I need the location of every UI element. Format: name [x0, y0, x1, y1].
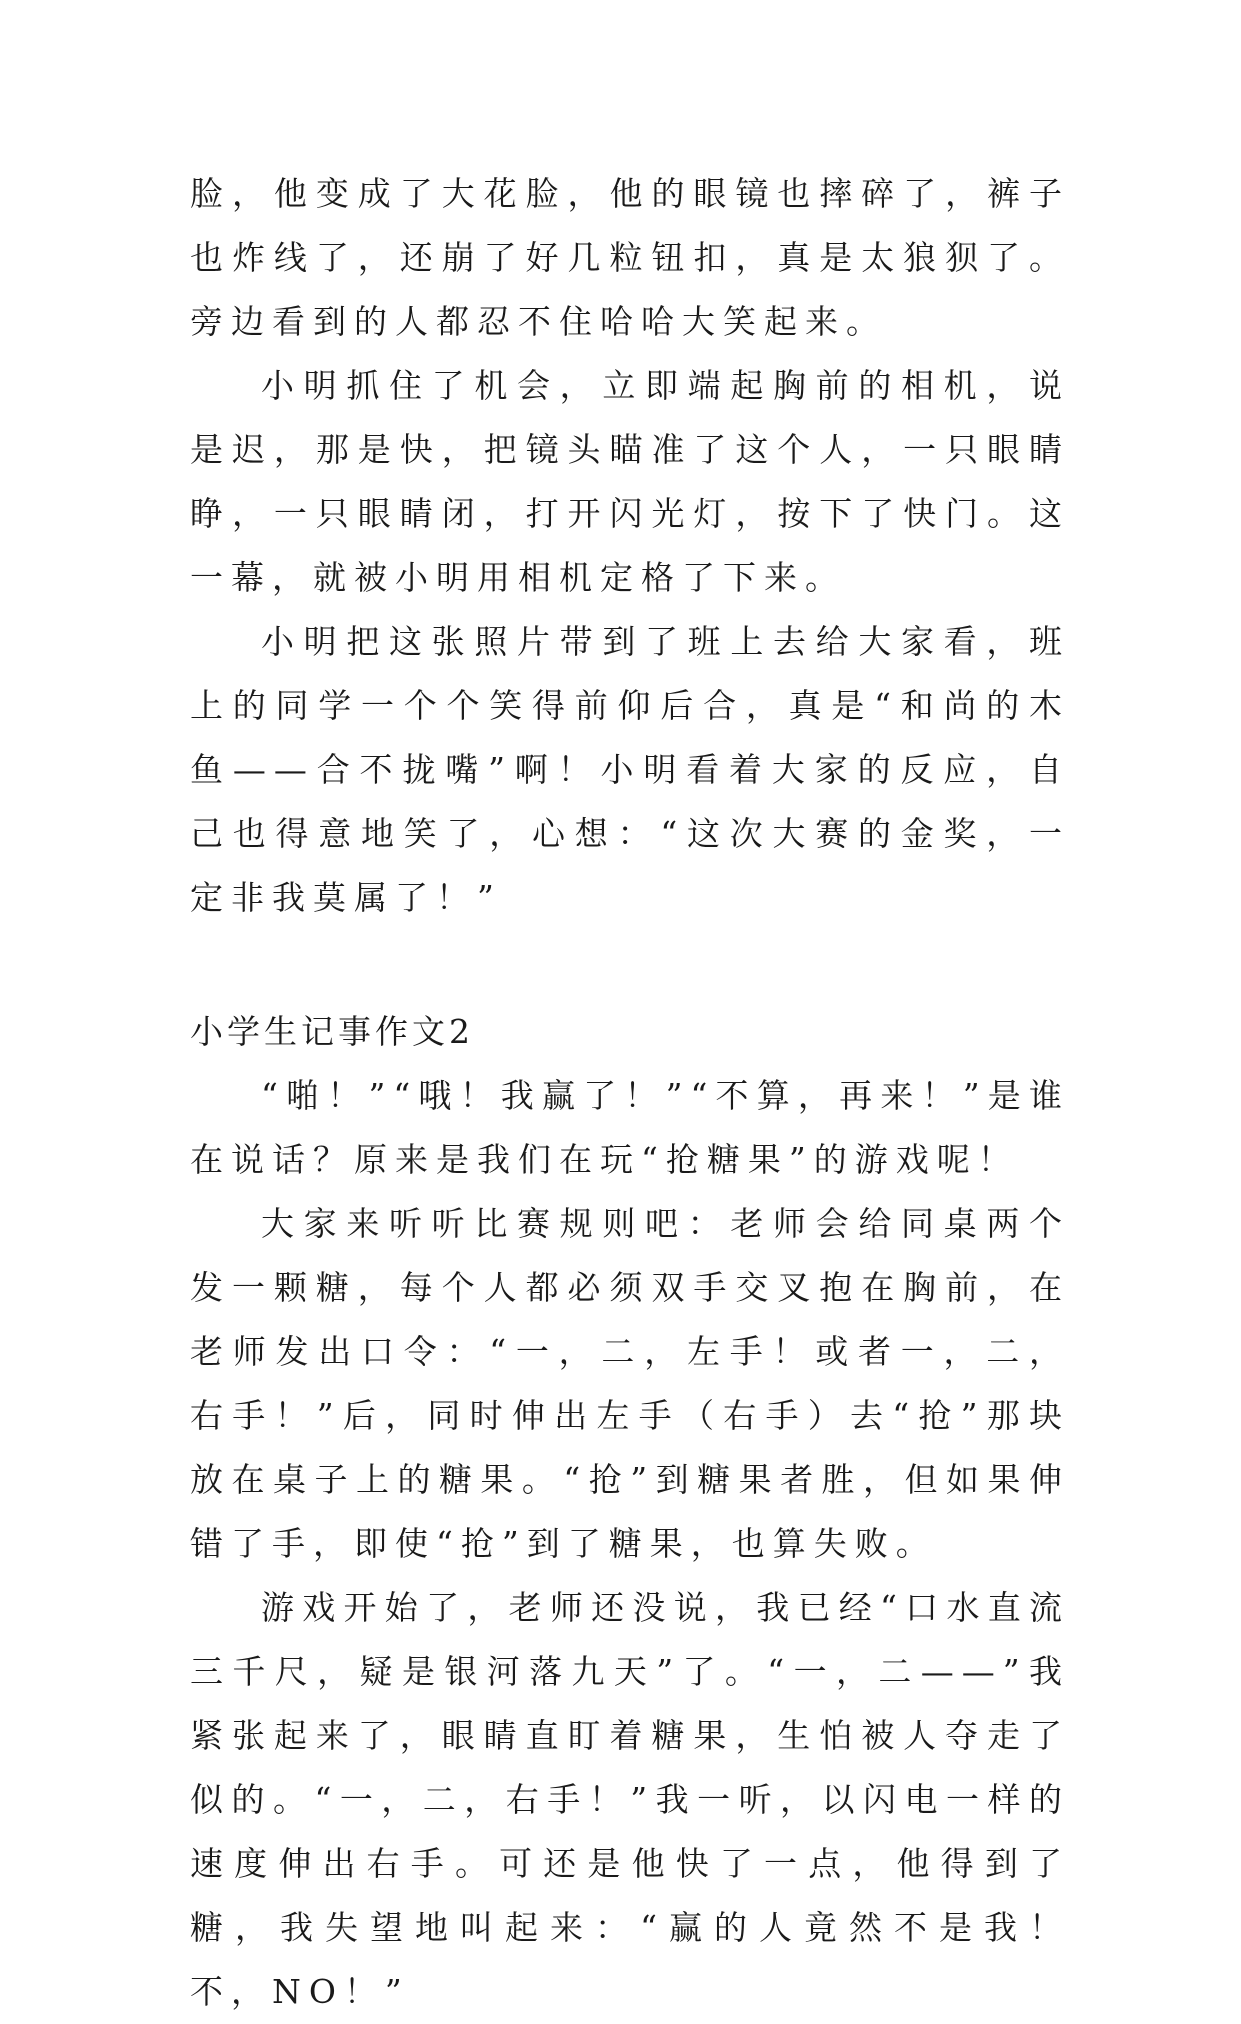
paragraph: 游戏开始了，老师还没说，我已经“口水直流三千尺，疑是银河落九天”了。“一，二——”我紧张起来了，眼睛直盯着糖果，生怕被人夺走了似的。“一，二，右手！”我一听，以闪电一样的速度伸出右手。可还是他快了一点，他得到了糖，我失望地叫起来：“赢的人竟然不是我！不，NO！” [190, 1588, 1070, 2011]
paragraph: 小明抓住了机会，立即端起胸前的相机，说是迟，那是快，把镜头瞄准了这个人，一只眼睛睁，一只眼睛闭，打开闪光灯，按下了快门。这一幕，就被小明用相机定格了下来。 [190, 366, 1070, 597]
paragraph: 脸，他变成了大花脸，他的眼镜也摔碎了，裤子也炸线了，还崩了好几粒钮扣，真是太狼狈了。旁边看到的人都忍不住哈哈大笑起来。 [190, 174, 1070, 341]
section-heading: 小学生记事作文2 [190, 1012, 474, 1051]
paragraph: 大家来听听比赛规则吧：老师会给同桌两个发一颗糖，每个人都必须双手交叉抱在胸前，在老师发出口令：“一，二，左手！或者一，二，右手！”后，同时伸出左手（右手）去“抢”那块放在桌子上的糖果。“抢”到糖果者胜，但如果伸错了手，即使“抢”到了糖果，也算失败。 [190, 1204, 1070, 1563]
paragraph: 小明把这张照片带到了班上去给大家看，班上的同学一个个笑得前仰后合，真是“和尚的木鱼——合不拢嘴”啊！小明看着大家的反应，自己也得意地笑了，心想：“这次大赛的金奖，一定非我莫属了！” [190, 622, 1070, 917]
paragraph: “啪！”“哦！我赢了！”“不算，再来！”是谁在说话？原来是我们在玩“抢糖果”的游戏呢！ [190, 1076, 1070, 1179]
document-page [190, 162, 1070, 2024]
